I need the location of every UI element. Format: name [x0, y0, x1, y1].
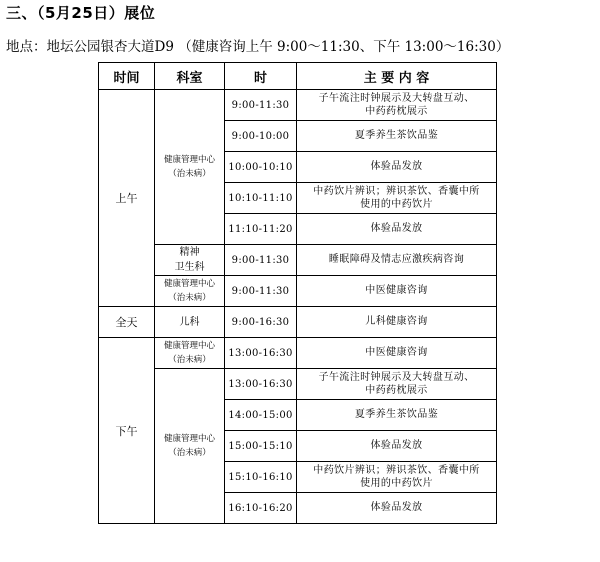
period-allday: 全天	[99, 307, 155, 338]
content-cell	[297, 493, 497, 524]
content-cell	[297, 245, 497, 276]
content-line: 儿科健康咨询	[365, 316, 428, 328]
table-row	[99, 338, 497, 369]
content-line: 体验品发放	[370, 502, 423, 514]
dept-name: 健康管理中心	[163, 278, 215, 289]
content-cell	[297, 121, 497, 152]
dept-note: （治未病）	[168, 448, 211, 458]
time-cell: 15:00-15:10	[225, 431, 297, 462]
time-cell: 9:00-11:30	[225, 245, 297, 276]
time-cell: 9:00-11:30	[225, 90, 297, 121]
table-row	[99, 307, 497, 338]
section-title: 三、（5月25日）展位	[6, 4, 156, 22]
location-line: 地点：地坛公园银杏大道D9 （健康咨询上午 9:00～11:30、下午 13:00～16:30）	[6, 39, 510, 55]
content-line: 夏季养生茶饮品鉴	[354, 130, 439, 142]
content-line: 中药饮片辨识；辨识茶饮、香囊中所	[313, 185, 480, 197]
dept-mental-health	[155, 245, 225, 276]
content-line: 使用的中药饮片	[360, 199, 433, 210]
dept-name: 健康管理中心	[163, 154, 215, 165]
content-line: 体验品发放	[370, 440, 423, 452]
header-hours: 时	[225, 63, 297, 90]
table-header-row	[99, 63, 497, 90]
dept-note: （治未病）	[168, 293, 211, 303]
content-line: 体验品发放	[370, 223, 423, 235]
time-cell: 13:00-16:30	[225, 369, 297, 400]
content-cell	[297, 276, 497, 307]
dept-pediatrics	[155, 307, 225, 338]
time-cell: 13:00-16:30	[225, 338, 297, 369]
content-line: 体验品发放	[370, 161, 423, 173]
period-morning: 上午	[99, 90, 155, 307]
content-line: 中药药枕展示	[365, 385, 428, 396]
time-cell: 9:00-11:30	[225, 276, 297, 307]
content-line: 夏季养生茶饮品鉴	[354, 409, 439, 421]
dept-health-management	[155, 338, 225, 369]
dept-health-management	[155, 276, 225, 307]
content-cell	[297, 214, 497, 245]
content-line: 睡眠障碍及情志应激疾病咨询	[328, 254, 465, 266]
time-cell: 10:00-10:10	[225, 152, 297, 183]
header-time: 时间	[99, 63, 155, 90]
dept-health-management	[155, 90, 225, 245]
content-line: 中药药枕展示	[365, 106, 428, 117]
dept-name: 卫生科	[174, 262, 205, 273]
period-afternoon: 下午	[99, 338, 155, 524]
content-line: 中药饮片辨识；辨识茶饮、香囊中所	[313, 464, 480, 476]
header-content: 主 要 内 容	[297, 63, 497, 90]
dept-name: 健康管理中心	[163, 433, 215, 444]
dept-note: （治未病）	[168, 355, 211, 365]
content-cell	[297, 431, 497, 462]
dept-name: 儿科	[179, 316, 200, 328]
content-cell	[297, 90, 497, 121]
content-cell	[297, 338, 497, 369]
content-line: 子午流注时钟展示及大转盘互动、	[318, 371, 475, 383]
content-cell	[297, 183, 497, 214]
dept-note: （治未病）	[168, 169, 211, 179]
dept-name: 健康管理中心	[163, 340, 215, 351]
table-row	[99, 245, 497, 276]
content-line: 使用的中药饮片	[360, 478, 433, 489]
schedule-table	[98, 62, 497, 524]
time-cell: 9:00-10:00	[225, 121, 297, 152]
content-cell	[297, 462, 497, 493]
content-cell	[297, 369, 497, 400]
content-cell	[297, 152, 497, 183]
time-cell: 15:10-16:10	[225, 462, 297, 493]
content-line: 子午流注时钟展示及大转盘互动、	[318, 92, 475, 104]
time-cell: 16:10-16:20	[225, 493, 297, 524]
header-department: 科室	[155, 63, 225, 90]
dept-name: 精神	[179, 247, 200, 258]
dept-health-management	[155, 369, 225, 524]
time-cell: 14:00-15:00	[225, 400, 297, 431]
content-line: 中医健康咨询	[365, 285, 428, 297]
time-cell: 10:10-11:10	[225, 183, 297, 214]
table-row	[99, 90, 497, 121]
time-cell: 9:00-16:30	[225, 307, 297, 338]
content-line: 中医健康咨询	[365, 347, 428, 359]
time-cell: 11:10-11:20	[225, 214, 297, 245]
content-cell	[297, 400, 497, 431]
content-cell	[297, 307, 497, 338]
table-row	[99, 369, 497, 400]
table-row	[99, 276, 497, 307]
